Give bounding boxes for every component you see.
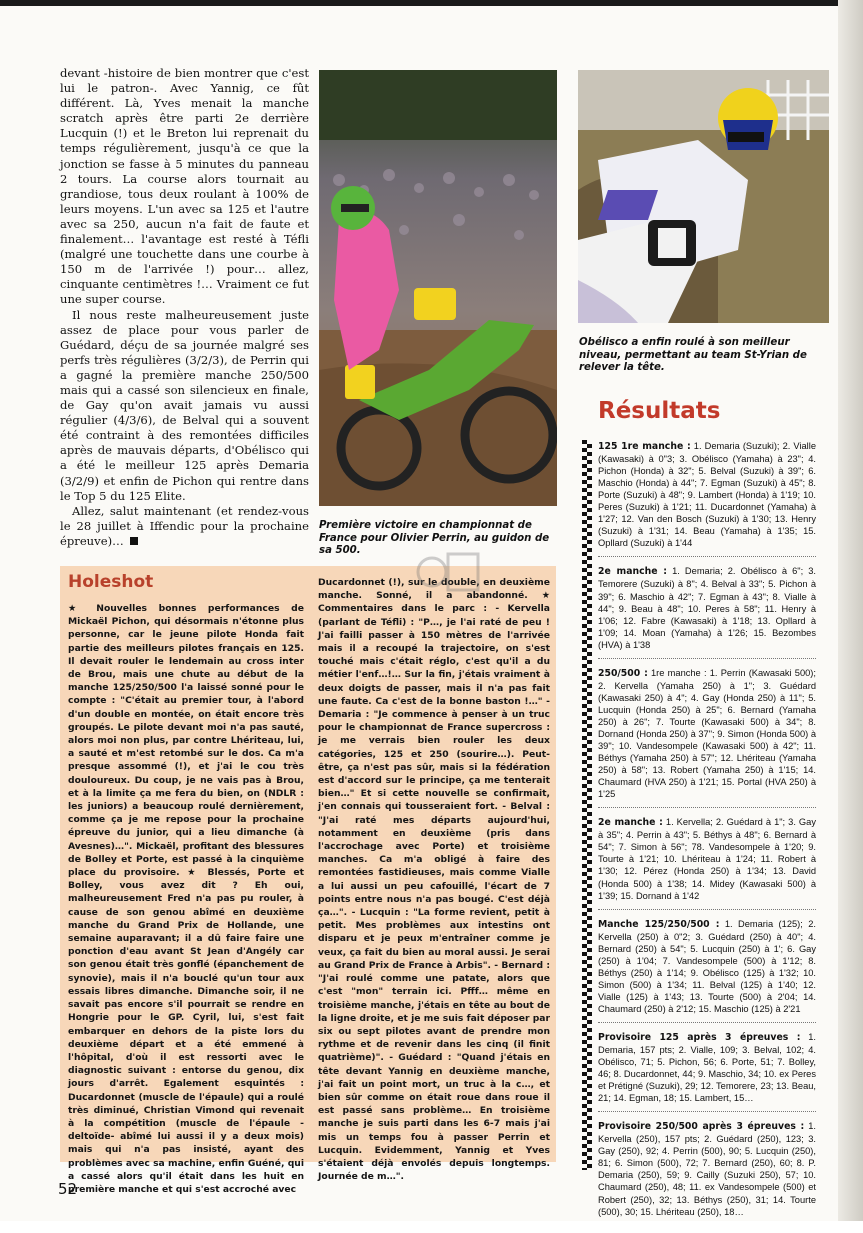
results-column xyxy=(598,440,816,1233)
result-text: 1. Demaria (125); 2. Kervella (250) à 0"2; 3. Guédard (250) à 40"; 4. Bernard (250) à 54"; 5. Lucquin (250) à 1'; 6. Gay (250) à 1'04; 7. Vandesompele (500) à 1'12; 8. Béthys (250) à 1'14; 9. Obélisco (125) à 1'32; 10. Simon (500) à 1'34; 11. Belval (125) à 1'40; 12. Vialle (125) à 1'43; 13. Tourte (500) à 2'04; 14. Chaumard (250) à 2'12; 15. Maschio (125) à 2'21 xyxy=(598,918,816,1014)
result-heading: Provisoire 125 après 3 épreuves : xyxy=(598,1031,801,1043)
result-text: 1. Kervella (250), 157 pts; 2. Guédard (250), 123; 3. Gay (250), 92; 4. Perrin (500), 90; 5. Lucquin (250), 81; 6. Simon (500), 72; 7. Bernard (250), 60; 8. P. Demaria (250), 59; 9. Cailly (Suzuki 250), 57; 10. Chaumard (250), 48; 11. ex Vandesompele (500) et Robert (250), 32; 13. Béthys (250), 31; 14. Tourte (500), 30; 15. Lhériteau (250), 18… xyxy=(598,1121,816,1217)
article-paragraph-3 xyxy=(60,504,309,549)
result-block xyxy=(598,440,816,557)
holeshot-column-2 xyxy=(318,576,550,1183)
photo-perrin-image xyxy=(319,70,557,506)
caption-obelisco: Obélisco a enfin roulé à son meilleur niveau, permettant au team St-Yrian de relever la tête. xyxy=(579,337,807,374)
article-paragraph-3-text: Allez, salut maintenant (et rendez-vous le 28 juillet à Iffendic pour la prochaine épreuve)… xyxy=(60,503,309,548)
result-text: 1. Demaria, 157 pts; 2. Vialle, 109; 3. Belval, 102; 4. Obélisco, 71; 5. Pichon, 56; 6. Porte, 51; 7. Bolley, 46; 8. Ducardonnet, 44; 9. Maschio, 34; 10. ex Peres et Prétigné (Suzuki), 29; 12. Temorere, 23; 13. Beau, 21; 14. Egman, 18; 15. Lambert, 15… xyxy=(598,1031,816,1104)
holeshot-text-1: ★ Nouvelles bonnes performances de Mickaël Pichon, qui désormais n'étonne plus personne, car le jeune pilote Honda fait partie des meilleurs pilotes français en 125. Il devait rouler le lendemain au cross inter de Brou, mais une chute au début de la manche 125/250/500 l'a laissé sonné pour le compte : "C'était au premier tour, à l'abord d'un double en montée, on était encore très groupés. Le pilote devant moi n'a pas sauté, alors moi non plus, par contre Lhériteau, lui, a sauté et m'est retombé sur le dos. Ca m'a presque assommé (!), et j'ai le cou très douloureux. Du coup, je ne vais pas à Brou, et à la limite ça me fera du bien, on (NDLR : les juniors) a beaucoup roulé dernièrement, comme ça je me repose pour la prochaine épreuve du junior, qui a lieu dimanche (à Avesnes)…". Mickaël, profitant des blessures de Bolley et Porte, est passé à la cinquième place du provisoire. ★ Blessés, Porte et Bolley, vous avez dit ? Eh oui, malheureusement Fred n'a pas pu rouler, à cause de son genou abîmé en deuxième manche du Grand Prix de Hollande, une semaine auparavant; il a dû faire faire une ponction d'eau avant St Jean d'Angély car son genou était très gonflé (épanchement de synovie), mais il n'a bouclé qu'un tour aux essais libres dimanche. Dimanche soir, il ne savait pas encore s'il pourrait se rendre en Hongrie pour le GP. Cyril, lui, s'est fait embarquer en dehors de la piste lors du deuxième départ et a été emmené à l'hôpital, d'où il est ressorti avec le diagnostic suivant : entorse du genou, dix jours d'arrêt. Egalement esquintés : Ducardonnet (muscle de l'épaule) qui a roulé très diminué, Christian Vimond qui revenait à la compétition (muscle de l'épaule -deltoïde- abîmé lui aussi il y a deux mois) mais qui n'a pas insisté, ayant des problèmes avec sa machine, enfin Guéné, qui a cassé alors qu'il était dans les huit en première manche et qui s'est accroché avec xyxy=(68,603,304,1195)
library-stamp-icon xyxy=(412,542,492,602)
holeshot-box xyxy=(60,566,556,1195)
result-heading: 250/500 : xyxy=(598,667,648,679)
photo-obelisco xyxy=(578,70,829,323)
result-text: 1re manche : 1. Perrin (Kawasaki 500); 2. Kervella (Yamaha 250) à 1"; 3. Guédard (Kawasaki 250) à 4"; 4. Gay (Honda 250) à 11"; 5. Lucquin (Honda 250) à 25"; 6. Bernard (Yamaha 250) à 26"; 7. Tourte (Kawasaki 500) à 34"; 8. Dornand (Honda 250) à 37"; 9. Simon (Honda 500) à 39"; 10. Vandesompele (Kawasaki 500) à 42"; 11. Béthys (Yamaha 250) à 57"; 12. Lhériteau (Yamaha 250) à 58"; 13. Robert (Yamaha 250) à 1'15; 14. Chaumard (HVA 250) à 1'21; 15. Portal (HVA 250) à 1'25 xyxy=(598,667,816,800)
page-number: 52 xyxy=(58,1180,78,1198)
article-column xyxy=(60,66,309,549)
result-heading: 2e manche : xyxy=(598,817,663,829)
results-title: Résultats xyxy=(598,398,721,424)
end-mark-icon xyxy=(130,537,138,545)
top-edge xyxy=(0,0,863,6)
holeshot-column-1 xyxy=(68,602,304,1196)
result-block xyxy=(598,816,816,909)
article-paragraph-1: devant -histoire de bien montrer que c'est lui le patron-. Avec Yannig, ce fût différent. Là, Yves menait la manche scratch après être parti 2e derrière Lucquin (!) et le Breton lui reprenait du temps régulièrement, jusqu'à ce que la jonction se fasse à 5 minutes du panneau 2 tours. La course alors tournait au grandiose, tous deux roulant à 100% de leurs moyens. L'un avec sa 125 et l'autre avec sa 250, aucun n'a fait de faute et finalement… l'avantage est resté à Téfli (malgré une touchette dans une courbe à 150 m de l'arrivée !) pour… allez, cinquante centimètres !… Vraiment ce fut une super course. xyxy=(60,66,309,307)
result-block xyxy=(598,918,816,1023)
article-paragraph-2: Il nous reste malheureusement juste assez de place pour vous parler de Guédard, déçu de sa journée malgré ses perfs très régulières (3/2/3), de Perrin qui a gagné la première manche 250/500 mais qui a cassé son silencieux en finale, de Gay qu'on avait jamais vu aussi régulier (4/3/6), de Belval qui a souvent été contraint à des remontées difficiles après de mauvais départs, d'Obélisco qui a été le meilleur 125 après Demaria (3/2/9) et enfin de Pichon qui rentre dans le Top 5 du 125 Elite. xyxy=(60,307,309,503)
holeshot-title: Holeshot xyxy=(68,572,154,592)
result-heading: 125 1re manche : xyxy=(598,441,691,452)
photo-perrin xyxy=(319,70,557,506)
page-gutter xyxy=(838,0,863,1221)
result-heading: Manche 125/250/500 : xyxy=(598,918,720,930)
photo-obelisco-image xyxy=(578,70,829,323)
result-block xyxy=(598,667,816,809)
result-text: 1. Demaria; 2. Obélisco à 6"; 3. Temorere (Suzuki) à 8"; 4. Belval à 33"; 5. Pichon à 39"; 6. Maschio à 42"; 7. Egman à 43"; 8. Vialle à 44"; 9. Beau à 48"; 10. Peres à 58"; 11. Henry à 1'06; 12. Fabre (Kawasaki) à 1'18; 13. Opllard à 1'09; 14. Moan (Yamaha) à 1'26; 15. Bezombes (HVA) à 1'38 xyxy=(598,566,816,650)
result-text: 1. Kervella; 2. Guédard à 1"; 3. Gay à 35"; 4. Perrin à 43"; 5. Béthys à 48"; 6. Bernard à 54"; 7. Simon à 56"; 78. Vandesompele à 1'20; 9. Tourte à 1'21; 10. Lhériteau à 1'24; 11. Robert à 1'30; 12. Pérez (Honda 250) à 1'34; 13. David (Honda 500) à 1'38; 14. Midey (Kawasaki 500) à 1'39; 15. Dornand à 1'42 xyxy=(598,817,816,901)
result-heading: 2e manche : xyxy=(598,566,667,578)
holeshot-text-2: Ducardonnet (!), sur le double, en deuxième manche. Sonné, il a abandonné. ★ Commentaires dans le parc : - Kervella (parlant de Téfli) : "P…, je l'ai raté de peu ! J'ai failli passer à 150 mètres de l'arrivée mais il a recoupé la trajectoire, on s'est touché mais c'était réglo, c'est qu'il a du métier l'enf…!… Sur la fin, j'étais vraiment à deux doigts de passer, mais il n'a pas fait une faute. Ca c'est de la bonne baston !…" - Demaria : "Je commence à penser à un truc pour le championnat de France supercross : je me verrais bien rouler les deux catégories, 125 et 250 (sourire…). Peut-être, ça n'est pas sûr, mais si la fédération est d'accord sur le principe, ça me tenterait bien…" Et si cette nouvelle se confirmait, j'en connais qui tousseraient fort. - Belval : "J'ai raté mes départs aujourd'hui, notamment en deuxième (pris dans l'accrochage avec Porte) et troisième manches. Ca m'a obligé à faire des remontées fastidieuses, mais comme Vialle a lui aussi un peu cafouillé, l'écart de 7 points entre nous n'a pas bougé. C'est déjà ça…". - Lucquin : "La forme revient, petit à petit. Mes problèmes aux intestins ont disparu et je peux m'entraîner comme je veux, ça fait du bien au moral aussi. Je serai au Grand Prix de France à Arbis". - Bernard : "J'ai roulé comme une patate, alors que c'est "mon" terrain ici. Pfff… même en troisième manche, j'étais en tête au bout de la ligne droite, et je me suis fait déposer par six ou sept pilotes avant de prendre mon rythme et de revenir dans les cinq (il finit quatrième)". - Guédard : "Quand j'étais en tête devant Yannig en deuxième manche, j'ai fait un point mort, un truc à la c…, et bien sûr comme on était roue dans roue il est passé sans problème… En troisième manche je suis parti dans les 6-7 mais j'ai mis un temps fou à passer Perrin et Lucquin. Evidemment, Yannig et Yves s'étaient déjà envolés depuis longtemps. Journée de m…". xyxy=(318,577,550,1183)
checkered-border xyxy=(582,440,592,1170)
result-heading: Provisoire 250/500 après 3 épreuves : xyxy=(598,1121,805,1133)
result-text: 1. Demaria (Suzuki); 2. Vialle (Kawasaki) à 0"3; 3. Obélisco (Yamaha) à 23"; 4. Pichon (Honda) à 32"; 5. Belval (Suzuki) à 39"; 6. Maschio (Honda) à 44"; 7. Egman (Suzuki) à 45"; 8. Porte (Suzuki) à 48"; 9. Lambert (Honda) à 1'19; 10. Peres (Suzuki) à 1'21; 11. Ducardonnet (Yamaha) à 1'27; 12. Van den Bosch (Suzuki) à 1'30; 13. Henry (Suzuki) à 1'31; 14. Beau (Yamaha) à 1'35; 15. Opllard (Suzuki) à 1'44 xyxy=(598,441,816,549)
result-block xyxy=(598,1031,816,1112)
result-block xyxy=(598,565,816,658)
result-block xyxy=(598,1120,816,1224)
caption-perrin: Première victoire en championnat de France pour Olivier Perrin, au guidon de sa 500. xyxy=(319,520,550,557)
